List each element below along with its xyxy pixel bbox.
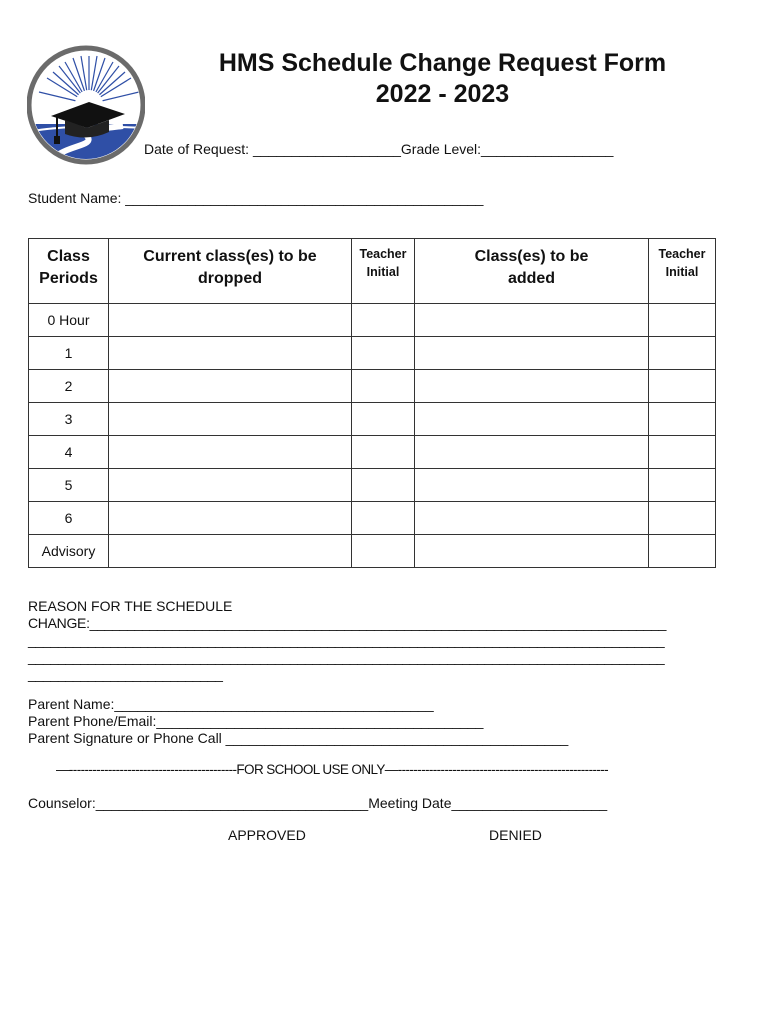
add-initial-cell[interactable] <box>649 304 716 337</box>
add-class-cell[interactable] <box>415 370 649 403</box>
table-row <box>29 469 716 502</box>
table-row <box>29 436 716 469</box>
drop-initial-cell[interactable] <box>352 304 415 337</box>
table-row <box>29 370 716 403</box>
drop-initial-cell[interactable] <box>352 370 415 403</box>
header-current-classes: Current class(es) to be dropped <box>109 239 352 304</box>
drop-class-cell[interactable] <box>109 304 352 337</box>
period-label: 6 <box>29 502 109 535</box>
table-row <box>29 502 716 535</box>
add-class-cell[interactable] <box>415 337 649 370</box>
table-row <box>29 337 716 370</box>
student-name-line[interactable]: Student Name: ______________________________________________ <box>28 190 484 206</box>
date-grade-line[interactable]: Date of Request: ___________________Grade Level:_________________ <box>144 141 614 157</box>
period-label: 3 <box>29 403 109 436</box>
reason-label: REASON FOR THE SCHEDULE <box>28 598 233 614</box>
parent-name-line[interactable]: Parent Name:_________________________________________ <box>28 696 434 712</box>
table-row <box>29 403 716 436</box>
school-logo <box>27 44 145 166</box>
drop-initial-cell[interactable] <box>352 403 415 436</box>
add-initial-cell[interactable] <box>649 535 716 568</box>
reason-line-3[interactable]: _____________________________________________________________________________________ <box>28 649 665 665</box>
reason-line-1[interactable]: CHANGE:_____________________________________________________________________________ <box>28 615 667 631</box>
denied-option[interactable]: DENIED <box>489 827 542 843</box>
drop-class-cell[interactable] <box>109 337 352 370</box>
period-label: 5 <box>29 469 109 502</box>
add-class-cell[interactable] <box>415 436 649 469</box>
school-use-divider: —-------------------------------------------FOR SCHOOL USE ONLY—------------------------------------------------------ <box>56 762 609 777</box>
form-title: HMS Schedule Change Request Form <box>218 49 667 77</box>
drop-initial-cell[interactable] <box>352 535 415 568</box>
table-header-row <box>29 239 716 304</box>
add-initial-cell[interactable] <box>649 370 716 403</box>
period-label: Advisory <box>29 535 109 568</box>
header-classes-added: Class(es) to be added <box>415 239 649 304</box>
add-class-cell[interactable] <box>415 469 649 502</box>
drop-class-cell[interactable] <box>109 535 352 568</box>
parent-phone-line[interactable]: Parent Phone/Email:__________________________________________ <box>28 713 484 729</box>
drop-class-cell[interactable] <box>109 370 352 403</box>
drop-initial-cell[interactable] <box>352 469 415 502</box>
counselor-line[interactable]: Counselor:___________________________________Meeting Date____________________ <box>28 795 608 811</box>
drop-initial-cell[interactable] <box>352 436 415 469</box>
period-label: 0 Hour <box>29 304 109 337</box>
header-teacher-initial-add: Teacher Initial <box>649 239 716 304</box>
header-teacher-initial-drop: Teacher Initial <box>352 239 415 304</box>
header-class-periods: Class Periods <box>29 239 109 304</box>
drop-initial-cell[interactable] <box>352 502 415 535</box>
approved-option[interactable]: APPROVED <box>228 827 306 843</box>
add-class-cell[interactable] <box>415 535 649 568</box>
drop-class-cell[interactable] <box>109 403 352 436</box>
period-label: 2 <box>29 370 109 403</box>
parent-signature-line[interactable]: Parent Signature or Phone Call ____________________________________________ <box>28 730 569 746</box>
add-class-cell[interactable] <box>415 304 649 337</box>
add-class-cell[interactable] <box>415 403 649 436</box>
add-initial-cell[interactable] <box>649 337 716 370</box>
add-class-cell[interactable] <box>415 502 649 535</box>
drop-class-cell[interactable] <box>109 436 352 469</box>
add-initial-cell[interactable] <box>649 436 716 469</box>
table-row <box>29 304 716 337</box>
reason-line-4[interactable]: __________________________ <box>28 666 223 682</box>
period-label: 4 <box>29 436 109 469</box>
school-year: 2022 - 2023 <box>375 80 510 108</box>
table-row <box>29 535 716 568</box>
drop-class-cell[interactable] <box>109 469 352 502</box>
add-initial-cell[interactable] <box>649 502 716 535</box>
add-initial-cell[interactable] <box>649 403 716 436</box>
period-label: 1 <box>29 337 109 370</box>
reason-line-2[interactable]: _____________________________________________________________________________________ <box>28 632 665 648</box>
drop-class-cell[interactable] <box>109 502 352 535</box>
drop-initial-cell[interactable] <box>352 337 415 370</box>
add-initial-cell[interactable] <box>649 469 716 502</box>
schedule-table <box>28 238 716 568</box>
